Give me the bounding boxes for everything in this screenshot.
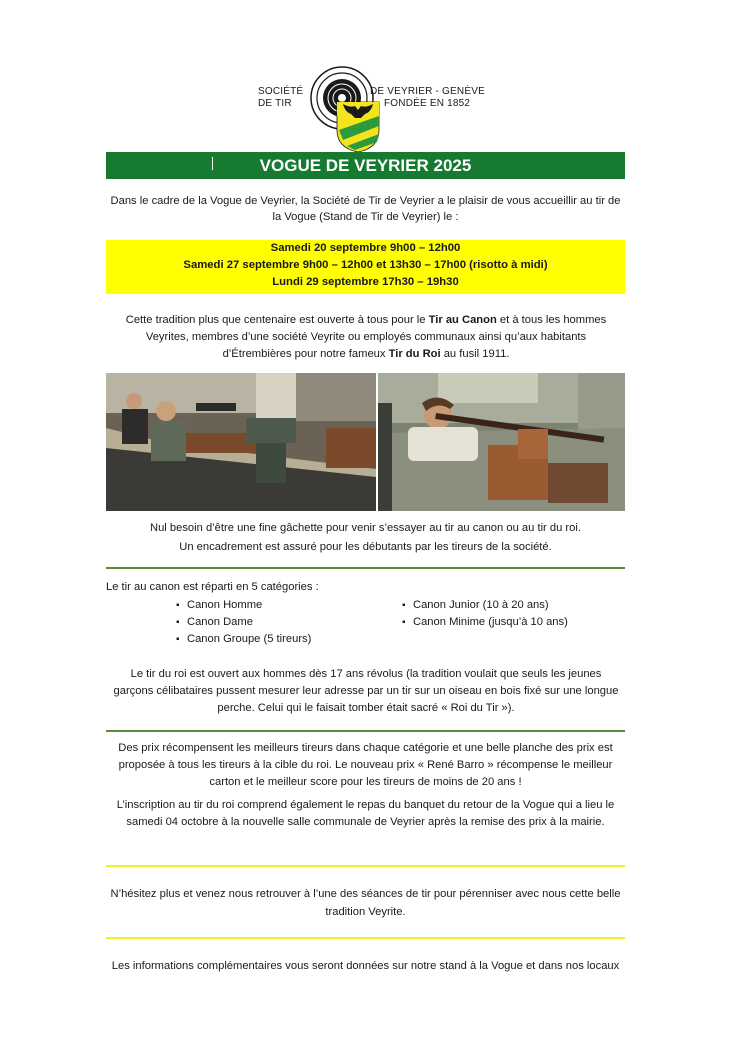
category-item: ▪ Canon Junior (10 à 20 ans) <box>402 597 568 614</box>
tradition-text-3: au fusil 1911. <box>440 348 510 360</box>
tradition-text-2: et à tous les hommes Veyrites, membres d’une société Veyrite ou employés communaux ainsi qu’aux habitants d’Étrembières pour notre fameux <box>145 314 607 360</box>
category-item: ▪ Canon Homme <box>176 597 311 614</box>
photo-rifle-shooter <box>378 373 625 511</box>
date-line-1: Samedi 20 septembre 9h00 – 12h00 <box>270 242 461 254</box>
logo-right-line2: FONDÉE EN 1852 <box>384 98 471 109</box>
title-bar <box>106 152 625 179</box>
tradition-text-1: Cette tradition plus que centenaire est ouverte à tous pour le <box>125 314 429 326</box>
logo-left-text <box>258 86 303 110</box>
intro-paragraph: Dans le cadre de la Vogue de Veyrier, la Société de Tir de Veyrier a le plaisir de vous accueillir au tir de la Vogue (Stand de Tir de Veyrier) le : <box>110 195 621 223</box>
info-paragraph: Les informations complémentaires vous seront données sur notre stand à la Vogue et dans nos locaux <box>111 960 620 972</box>
inscription-paragraph: L’inscription au tir du roi comprend également le repas du banquet du retour de la Vogue qui a lieu le samedi 04 octobre à la nouvelle salle communale de Veyrier après la remise des prix à la mairie. <box>116 799 615 828</box>
divider-green-1 <box>106 567 625 569</box>
tradition-paragraph <box>116 312 616 363</box>
divider-yellow-1 <box>106 865 625 867</box>
divider-green-2 <box>106 730 625 732</box>
logo-right-text <box>370 86 485 110</box>
tir-du-roi-bold: Tir du Roi <box>388 348 441 360</box>
date-line-2: Samedi 27 septembre 9h00 – 12h00 et 13h30 – 17h00 (risotto à midi) <box>183 259 548 271</box>
categories-intro: Le tir au canon est réparti en 5 catégories : <box>106 581 319 593</box>
logo-left-line1: SOCIÉTÉ <box>258 86 304 97</box>
society-logo <box>0 62 746 152</box>
date-line-3: Lundi 29 septembre 17h30 – 19h30 <box>272 276 459 288</box>
prizes-paragraph: Des prix récompensent les meilleurs tireurs dans chaque catégorie et une belle planche des prix est proposée à tous les tireurs à la cible du roi. Le nouveau prix « René Barro » récompense le meilleur carton et le meilleur score pour les tireurs de moins de 20 ans ! <box>118 742 613 788</box>
logo-left-line2: DE TIR <box>258 98 292 109</box>
category-item: ▪ Canon Groupe (5 tireurs) <box>176 631 311 648</box>
invite-paragraph: N’hésitez plus et venez nous retrouver à l’une des séances de tir pour pérenniser avec nous cette belle tradition Veyrite. <box>110 888 621 918</box>
divider-yellow-2 <box>106 937 625 939</box>
categories-list-left <box>176 597 311 648</box>
beginners-line-1: Nul besoin d’être une fine gâchette pour venir s’essayer au tir au canon ou au tir du roi. <box>150 522 581 534</box>
tir-au-canon-bold: Tir au Canon <box>428 314 497 326</box>
dates-box <box>106 240 625 294</box>
categories-list-right <box>402 597 568 631</box>
logo-right-line1: DE VEYRIER - GENÈVE <box>370 86 485 97</box>
page-title: VOGUE DE VEYRIER 2025 <box>259 156 472 175</box>
beginners-line-2: Un encadrement est assuré pour les débutants par les tireurs de la société. <box>179 541 552 553</box>
photo-shooting-range <box>106 373 376 511</box>
tir-du-roi-paragraph: Le tir du roi est ouvert aux hommes dès 17 ans révolus (la tradition voulait que seuls les jeunes garçons célibataires pussent mesurer leur adresse par un tir sur un oiseau en bois fixé sur une longue perche. Celui qui le faisait tomber était sacré « Roi du Tir »). <box>113 668 619 714</box>
beginners-paragraph <box>106 519 625 557</box>
category-item: ▪ Canon Minime (jusqu’à 10 ans) <box>402 614 568 631</box>
category-item: ▪ Canon Dame <box>176 614 311 631</box>
